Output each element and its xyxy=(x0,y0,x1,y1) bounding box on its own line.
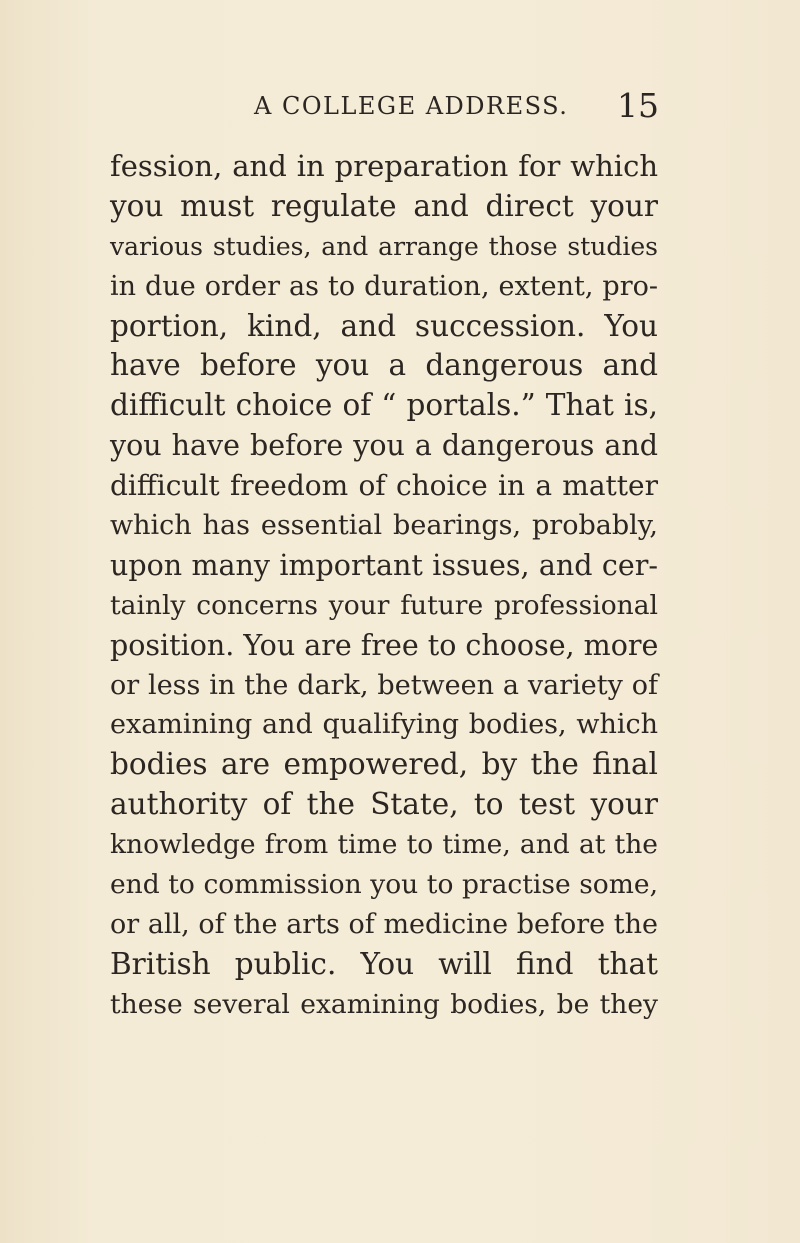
text-line: in due order as to duration, extent, pro- xyxy=(110,270,658,302)
text-line: fession, and in preparation for which xyxy=(110,149,658,183)
text-line: you have before you a dangerous and xyxy=(110,429,658,463)
text-line: have before you a dangerous and xyxy=(110,348,658,383)
text-line: bodies are empowered, by the final xyxy=(110,747,658,782)
running-head: A COLLEGE ADDRESS. xyxy=(254,92,569,120)
text-line: or all, of the arts of medicine before the xyxy=(110,908,658,940)
text-line: difficult choice of “ portals.” That is, xyxy=(110,388,658,423)
text-line: or less in the dark, between a variety of xyxy=(110,669,658,701)
text-line: you must regulate and direct your xyxy=(110,188,658,223)
text-line: British public. You will find that xyxy=(110,946,658,981)
text-line: upon many important issues, and cer- xyxy=(110,548,658,582)
text-line: examining and qualifying bodies, which xyxy=(110,709,658,741)
text-line: these several examining bodies, be they xyxy=(110,988,658,1020)
text-line: various studies, and arrange those studies xyxy=(110,231,658,261)
page-number: 15 xyxy=(617,86,659,125)
text-line: authority of the State, to test your xyxy=(110,787,658,822)
text-line: knowledge from time to time, and at the xyxy=(110,829,658,861)
body-text xyxy=(110,147,658,1025)
text-line: which has essential bearings, probably, xyxy=(110,510,658,542)
text-line: end to commission you to practise some, xyxy=(110,869,658,901)
text-line: tainly concerns your future professional xyxy=(110,589,658,621)
text-line: position. You are free to choose, more xyxy=(110,628,659,662)
page-header xyxy=(0,86,800,132)
text-line: portion, kind, and succession. You xyxy=(110,308,658,343)
text-line: difficult freedom of choice in a matter xyxy=(110,469,658,503)
